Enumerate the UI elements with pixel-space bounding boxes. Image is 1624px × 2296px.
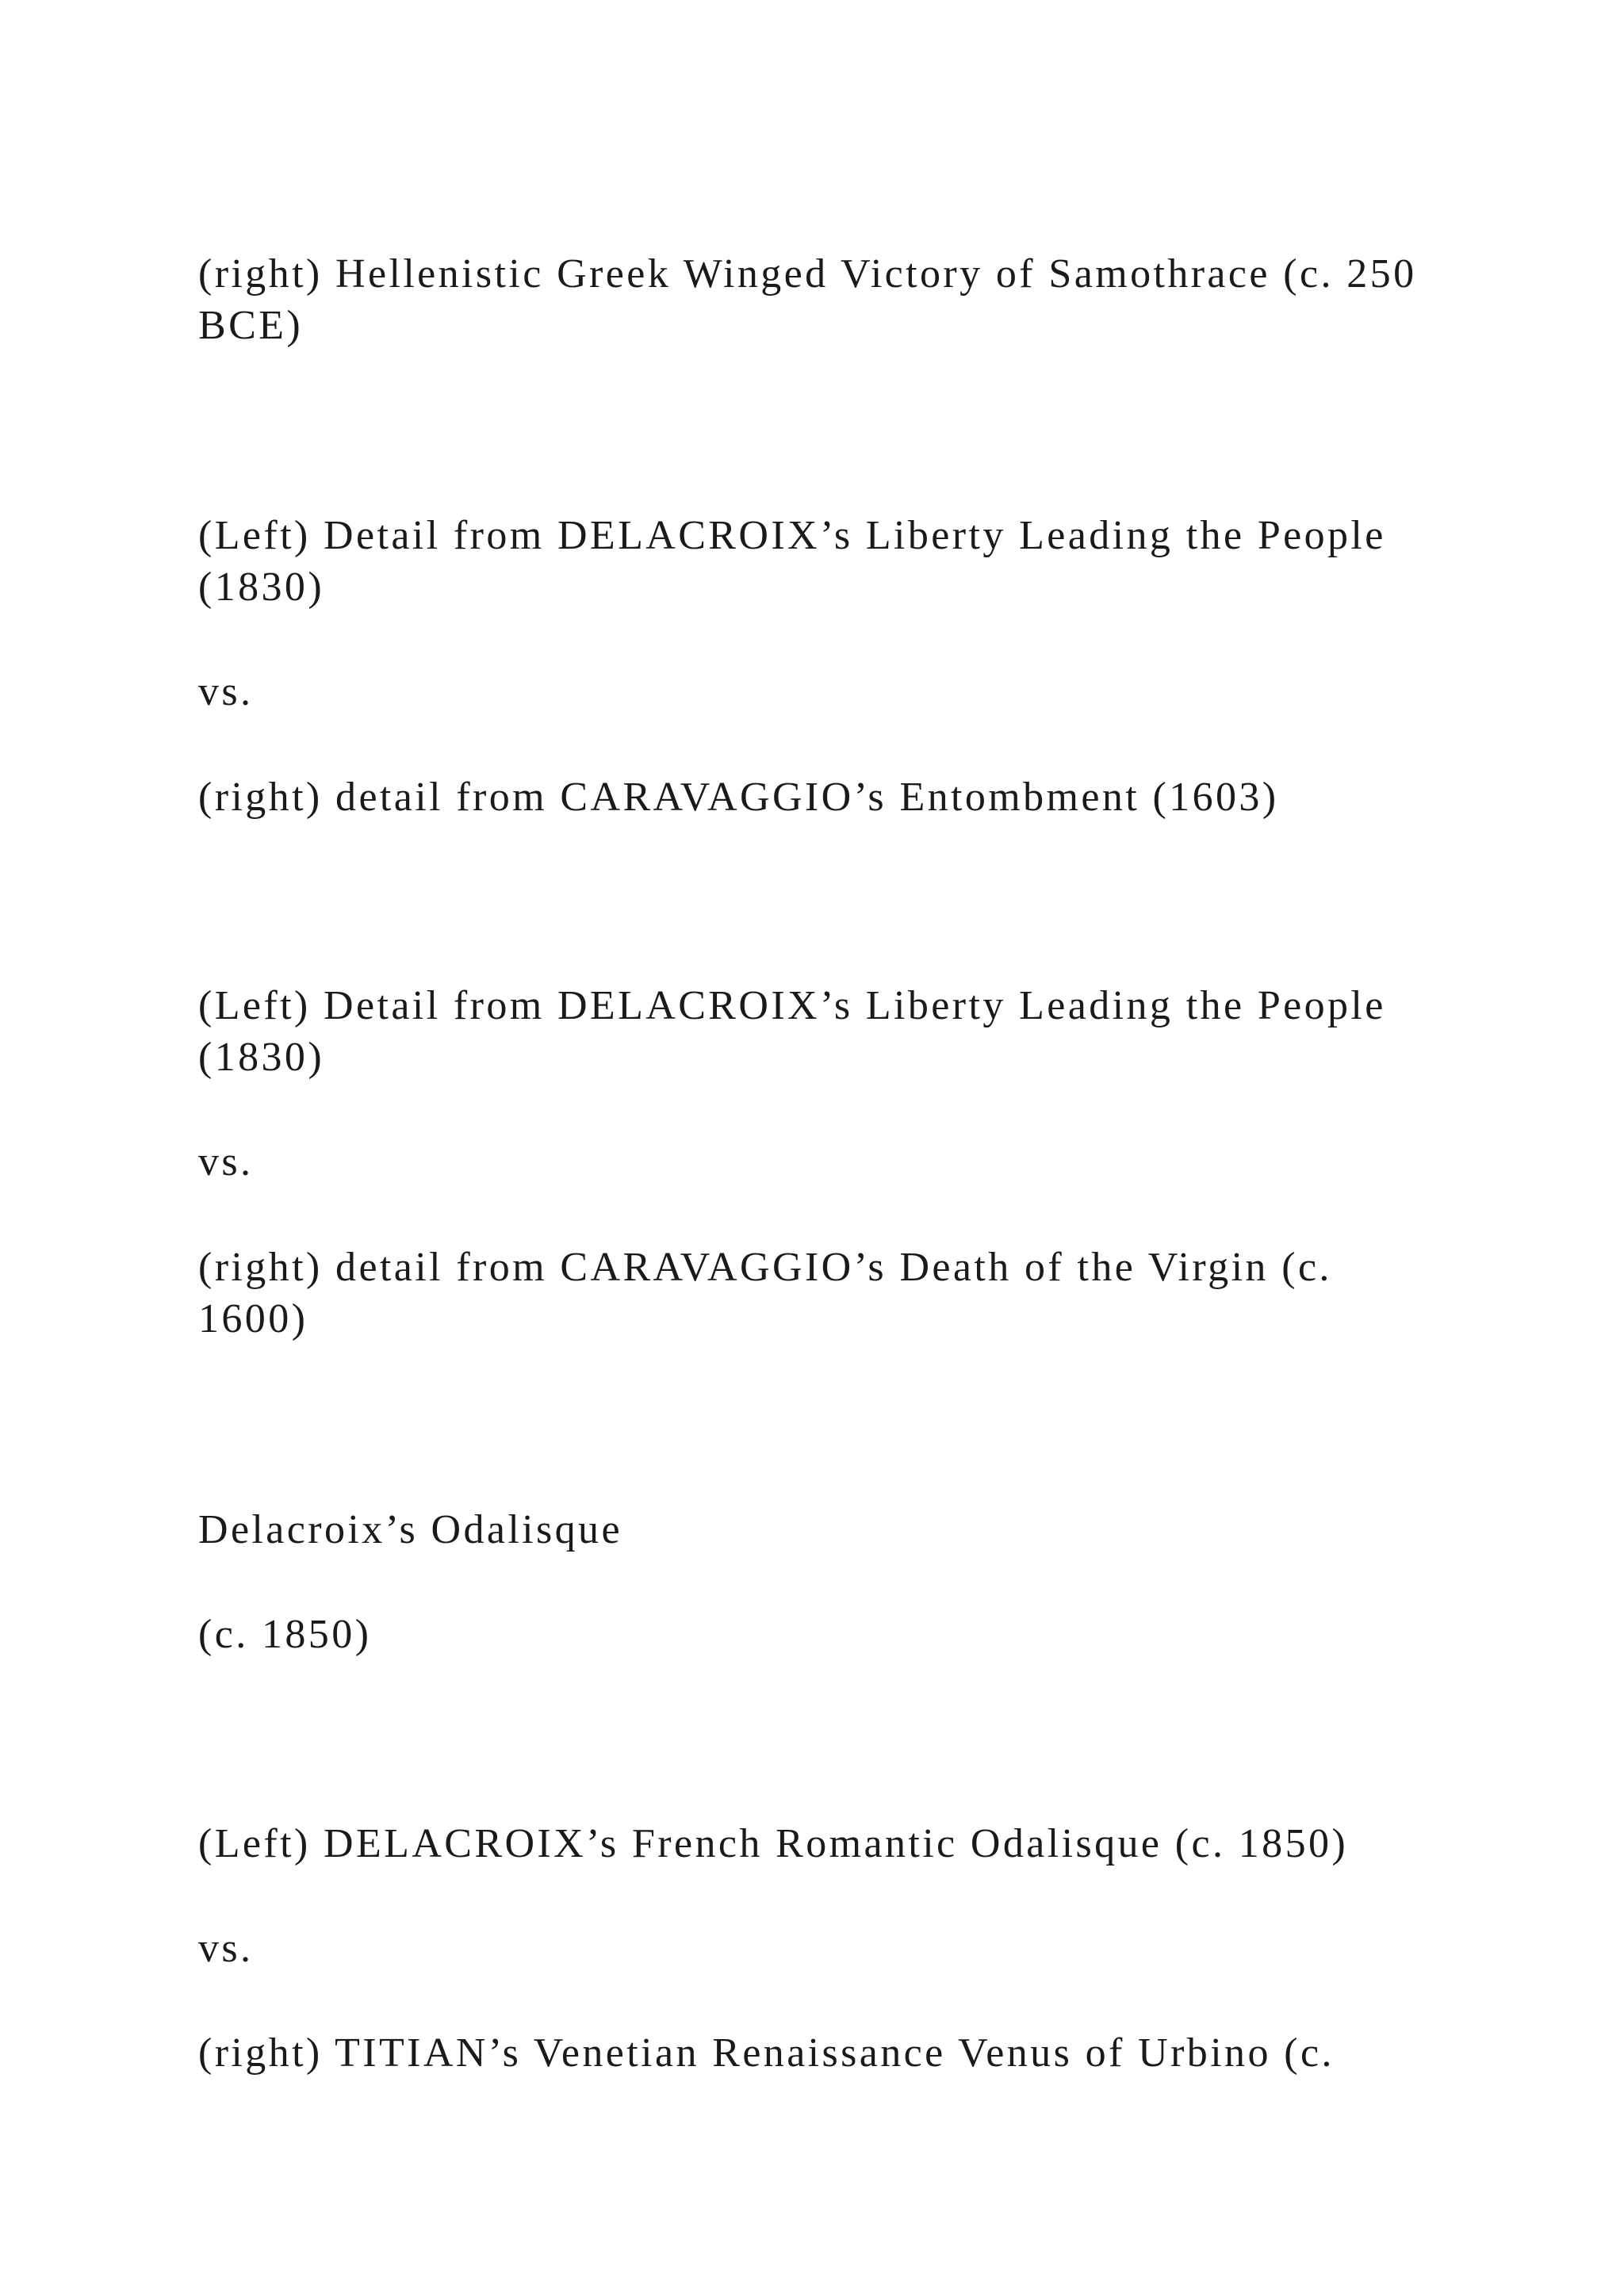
caption-liberty-line-1: (Left) Detail from DELACROIX’s Liberty Leading the People: [198, 983, 1386, 1028]
versus-text: vs.: [198, 1926, 254, 1971]
caption-venus-of-urbino: (right) TITIAN’s Venetian Renaissance Venus of Urbino (c.: [198, 2030, 1335, 2076]
caption-entombment: (right) detail from CARAVAGGIO’s Entombment (1603): [198, 775, 1279, 820]
caption-liberty-line-2: (1830): [198, 1035, 325, 1080]
caption-delacroix-odalisque: (Left) DELACROIX’s French Romantic Odalisque (c. 1850): [198, 1821, 1349, 1866]
title-odalisque: Delacroix’s Odalisque: [198, 1507, 622, 1552]
versus-text: vs.: [198, 669, 254, 714]
versus-text: vs.: [198, 1139, 254, 1184]
caption-winged-victory-line-2: BCE): [198, 303, 304, 348]
caption-liberty-line-1: (Left) Detail from DELACROIX’s Liberty Leading the People: [198, 513, 1386, 558]
date-odalisque: (c. 1850): [198, 1612, 372, 1657]
caption-liberty-line-2: (1830): [198, 564, 325, 610]
caption-winged-victory-line-1: (right) Hellenistic Greek Winged Victory of Samothrace (c. 250: [198, 251, 1417, 297]
caption-death-of-virgin-line-2: 1600): [198, 1296, 308, 1341]
caption-death-of-virgin-line-1: (right) detail from CARAVAGGIO’s Death of the Virgin (c.: [198, 1245, 1332, 1290]
